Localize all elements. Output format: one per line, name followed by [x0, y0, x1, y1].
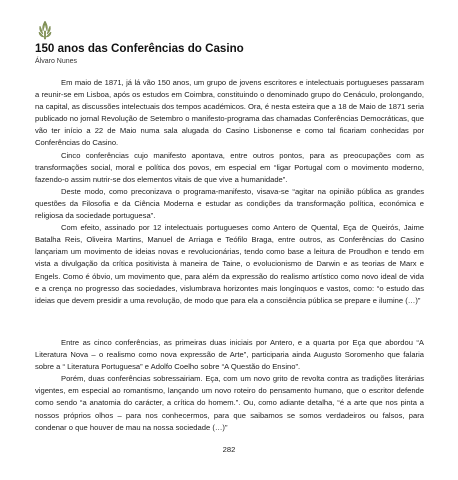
paragraph: Em maio de 1871, já lá vão 150 anos, um grupo de jovens escritores e intelectuais portugueses passaram a reunir-se em Lisboa, após os estudos em Coimbra, constituindo o denominado grupo do Cenáculo, prolongando, na capital, as discussões intelectuais dos tempos académicos. Ora, é nesta esteira que a 18 de Maio de 1871 seria publicado no jornal Revolução de Setembro o manifesto-programa das chamadas Conferências Democráticas, que vão ter início a 22 de Maio numa sala alugada do Casino Lisbonense e como tal ficariam conhecidas por Conferências do Casino. — [35, 78, 424, 148]
article-body-bottom — [35, 337, 424, 434]
page-number: 282 — [222, 445, 236, 454]
page-title: 150 anos das Conferências do Casino — [35, 42, 244, 55]
paragraph: Entre as cinco conferências, as primeiras duas iniciais por Antero, e a quarta por Eça que abordou “A Literatura Nova – o realismo como nova expressão de Arte”, participaria ainda Augusto Soromenho que falaria sobre a “ Literatura Portuguesa” e Adolfo Coelho sobre “A Questão do Ensino”. — [35, 338, 424, 372]
paragraph: Porém, duas conferências sobressairiam. Eça, com um novo grito de revolta contra as tradições literárias vigentes, em especial ao romantismo, lançando um novo roteiro do pensamento humano, que o escritor defende como sendo “a anatomia do carácter, a crítica do homem.”. Ou, como adiante detalha, “é a arte que nos pinta a nossos próprios olhos – para nos conhecermos, para que saibamos se somos verdadeiros ou falsos, para condenar o que houver de mau na nossa sociedade (…)” — [35, 374, 424, 432]
paragraph: Com efeito, assinado por 12 intelectuais portugueses como Antero de Quental, Eça de Queirós, Jaime Batalha Reis, Oliveira Martins, Manuel de Arriaga e Teófilo Braga, entre outros, as Conferências do Casino lançariam um movimento de ideias novas e revolucionárias, tendo como base a leitura de Proudhon e tendo em vista a divulgação da crítica positivista à maneira de Taine, o evolucionismo de Darwin e as teorias de Marx e Engels. Como é óbvio, um movimento que, para além da expressão do realismo artístico como novo ideal de vida e a crença no progresso das sociedades, vislumbrava horizontes mais longínquos e vastos, como: “o estudo das ideias que devem presidir a uma revolução, de modo que para ela a consciência pública se prepare e ilumine (…)” — [35, 223, 424, 305]
article-body-top — [35, 77, 424, 307]
author-name: Álvaro Nunes — [35, 58, 78, 65]
paragraph: Cinco conferências cujo manifesto apontava, entre outros pontos, para as preocupações com as transformações social, moral e política dos povos, em especial em “ligar Portugal com o movimento moderno, fazendo-o assim nutrir-se dos elementos vitais de que vive a humanidade”. — [35, 150, 424, 184]
laurel-crest-icon — [36, 19, 54, 41]
paragraph: Deste modo, como preconizava o programa-manifesto, visava-se “agitar na opinião pública as grandes questões da Filosofia e da Ciência Moderna e estudar as condições da transformação política, económica e religiosa da sociedade portuguesa”. — [35, 186, 424, 221]
